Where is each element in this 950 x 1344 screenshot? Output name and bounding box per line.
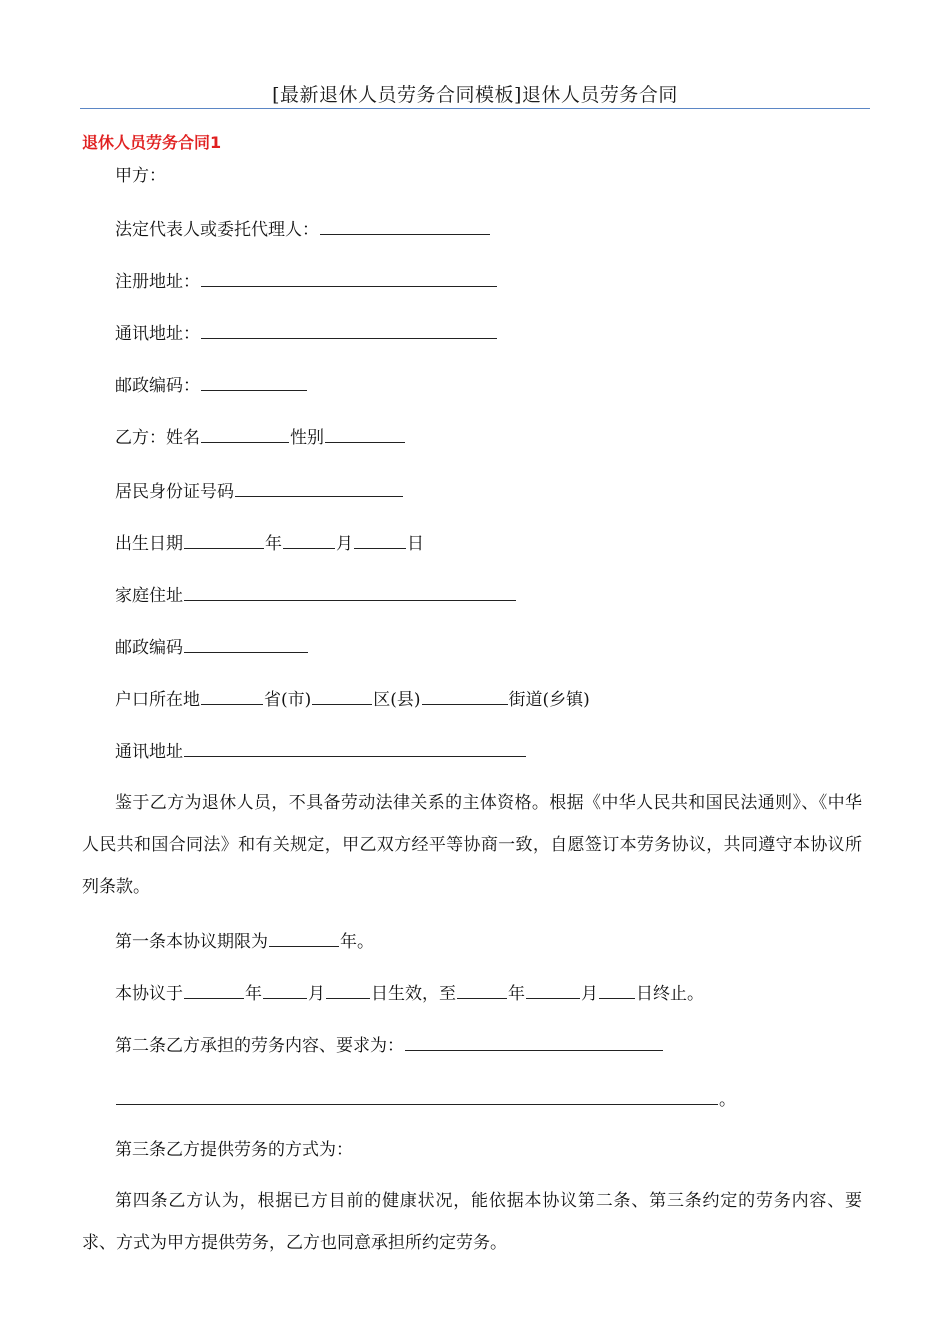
party-b-line xyxy=(115,424,406,450)
hukou-label: 户口所在地 xyxy=(115,690,200,710)
service-content-blank xyxy=(405,1032,663,1051)
birth-month-label: 月 xyxy=(336,534,353,554)
article-1-suffix: 年。 xyxy=(340,932,374,952)
article-3-line xyxy=(115,1138,353,1162)
start-day-blank xyxy=(326,980,370,999)
birth-year-blank xyxy=(184,530,264,549)
legal-rep-line xyxy=(115,216,491,242)
gender-label: 性别 xyxy=(290,428,324,448)
article-1-line xyxy=(115,928,374,954)
article-2-continuation-line xyxy=(115,1086,736,1112)
article-2-text: 第二条乙方承担的劳务内容、要求为： xyxy=(115,1036,404,1056)
birth-year-label: 年 xyxy=(265,534,282,554)
comm-address-b-blank xyxy=(184,738,526,757)
end-month-blank xyxy=(526,980,580,999)
birth-day-label: 日 xyxy=(407,534,424,554)
end-label: 日终止。 xyxy=(636,984,704,1004)
birth-month-blank xyxy=(283,530,335,549)
street-blank xyxy=(422,686,508,705)
preamble-paragraph: 鉴于乙方为退休人员，不具备劳动法律关系的主体资格。根据《中华人民共和国民法通则》、《中华人民共和国合同法》和有关规定，甲乙双方经平等协商一致，自愿签订本劳务协议，共同遵守本协议所列条款。 xyxy=(82,793,862,897)
id-number-blank xyxy=(235,478,403,497)
gender-blank xyxy=(325,424,405,443)
comm-address-blank xyxy=(201,320,497,339)
birth-label: 出生日期 xyxy=(115,534,183,554)
effective-day-label: 日生效，至 xyxy=(371,984,456,1004)
postcode-b-label: 邮政编码 xyxy=(115,638,183,658)
comm-address-b-label: 通讯地址 xyxy=(115,742,183,762)
end-month-label: 月 xyxy=(581,984,598,1004)
contract-heading: 退休人员劳务合同1 xyxy=(82,133,222,152)
end-year-label: 年 xyxy=(508,984,525,1004)
service-content-blank-2 xyxy=(116,1086,718,1105)
term-years-blank xyxy=(269,928,339,947)
province-label: 省(市) xyxy=(264,690,312,710)
end-year-blank xyxy=(457,980,507,999)
start-month-blank xyxy=(263,980,307,999)
article-2-end: 。 xyxy=(719,1090,736,1110)
comm-address-b-line xyxy=(115,738,527,764)
legal-rep-label: 法定代表人或委托代理人： xyxy=(115,220,319,240)
reg-address-line xyxy=(115,268,498,294)
start-month-label: 月 xyxy=(308,984,325,1004)
postcode-a-line xyxy=(115,372,308,398)
document-header-title: [最新退休人员劳务合同模板]退休人员劳务合同 xyxy=(272,84,678,106)
party-a-line xyxy=(115,164,166,188)
party-b-name-label: 乙方：姓名 xyxy=(115,428,200,448)
end-day-blank xyxy=(599,980,635,999)
article-1-prefix: 第一条本协议期限为 xyxy=(115,932,268,952)
street-label: 街道(乡镇) xyxy=(508,690,590,710)
article-3-text: 第三条乙方提供劳务的方式为： xyxy=(115,1140,353,1160)
reg-address-label: 注册地址： xyxy=(115,272,200,292)
comm-address-line xyxy=(115,320,498,346)
party-a-label: 甲方： xyxy=(115,166,166,186)
comm-address-label: 通讯地址： xyxy=(115,324,200,344)
home-address-blank xyxy=(184,582,516,601)
article-2-line xyxy=(115,1032,664,1058)
district-label: 区(县) xyxy=(373,690,421,710)
effective-prefix: 本协议于 xyxy=(115,984,183,1004)
postcode-a-label: 邮政编码： xyxy=(115,376,200,396)
start-year-blank xyxy=(184,980,244,999)
district-blank xyxy=(312,686,372,705)
legal-rep-blank xyxy=(320,216,490,235)
home-address-label: 家庭住址 xyxy=(115,586,183,606)
postcode-b-line xyxy=(115,634,309,660)
header-divider xyxy=(80,108,870,109)
effective-period-line xyxy=(115,980,704,1006)
reg-address-blank xyxy=(201,268,497,287)
start-year-label: 年 xyxy=(245,984,262,1004)
birth-day-blank xyxy=(354,530,406,549)
birth-date-line xyxy=(115,530,424,556)
article-4-paragraph: 第四条乙方认为，根据已方目前的健康状况，能依据本协议第二条、第三条约定的劳务内容、要求、方式为甲方提供劳务，乙方也同意承担所约定劳务。 xyxy=(82,1191,862,1253)
home-address-line xyxy=(115,582,517,608)
hukou-line xyxy=(115,686,590,712)
province-blank xyxy=(201,686,263,705)
name-blank xyxy=(201,424,289,443)
postcode-b-blank xyxy=(184,634,308,653)
postcode-a-blank xyxy=(201,372,307,391)
id-number-line xyxy=(115,478,404,504)
id-number-label: 居民身份证号码 xyxy=(115,482,234,502)
